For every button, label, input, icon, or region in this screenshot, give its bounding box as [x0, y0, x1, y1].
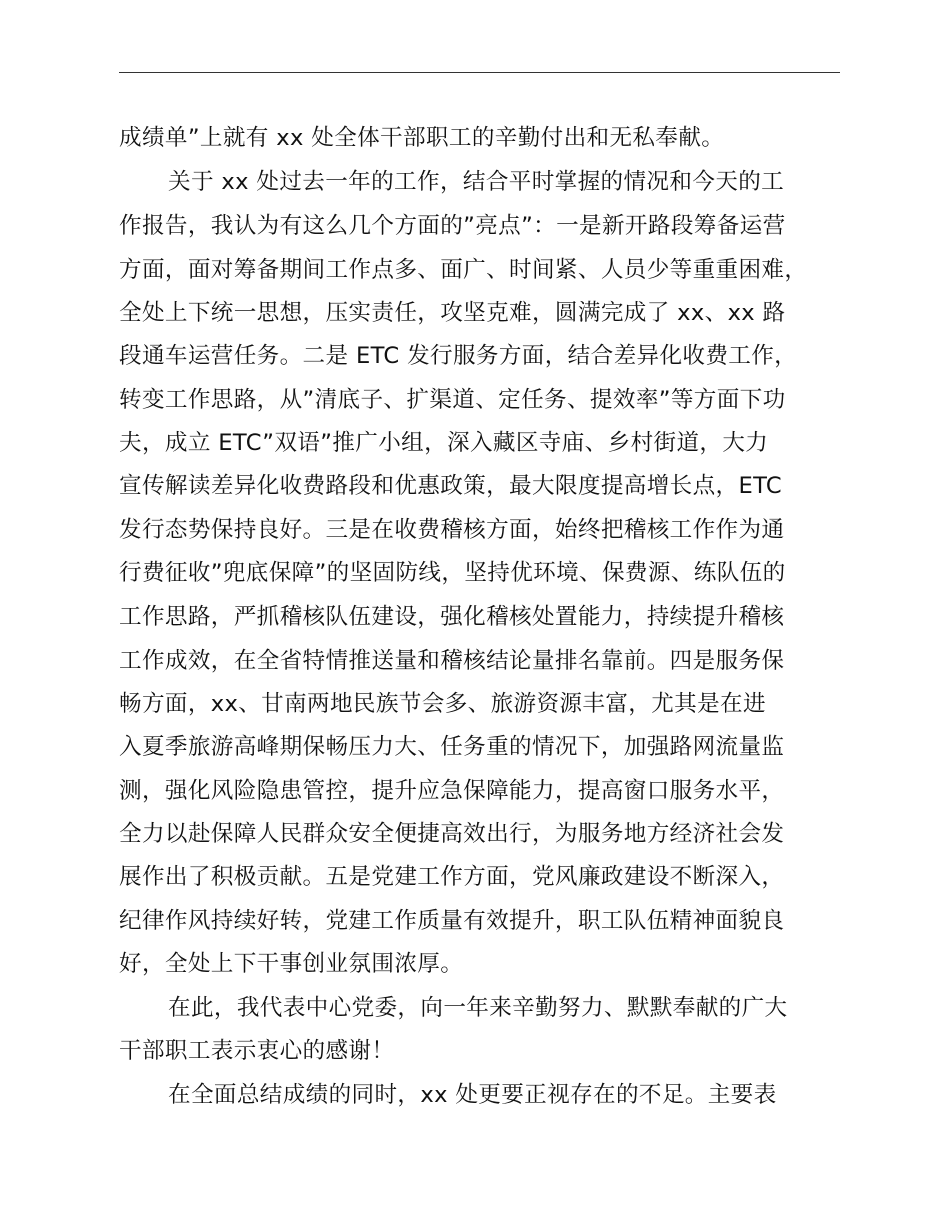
text-line: 畅方面，xx、甘南两地民族节会多、旅游资源丰富，尤其是在进	[119, 691, 766, 717]
text-line: 在全面总结成绩的同时，xx 处更要正视存在的不足。主要表	[168, 1082, 777, 1108]
text-line: 在此，我代表中心党委，向一年来辛勤努力、默默奉献的广大	[168, 995, 788, 1021]
text-line: 作报告，我认为有这么几个方面的”亮点”：一是新开路段筹备运营	[119, 213, 786, 239]
text-line: 夫，成立 ETC”双语”推广小组，深入藏区寺庙、乡村街道，大力	[119, 430, 769, 456]
text-line: 全处上下统一思想，压实责任，攻坚克难，圆满完成了 xx、xx 路	[119, 300, 786, 326]
text-line: 转变工作思路，从”清底子、扩渠道、定任务、提效率”等方面下功	[119, 387, 786, 413]
text-line: 工作思路，严抓稽核队伍建设，强化稽核处置能力，持续提升稽核	[119, 604, 785, 630]
text-line: 方面，面对筹备期间工作点多、面广、时间紧、人员少等重重困难，	[119, 257, 808, 283]
text-line: 工作成效，在全省特情推送量和稽核结论量排名靠前。四是服务保	[119, 648, 785, 674]
text-line: 测，强化风险隐患管控，提升应急保障能力，提高窗口服务水平，	[119, 778, 785, 804]
text-line: 全力以赴保障人民群众安全便捷高效出行，为服务地方经济社会发	[119, 821, 785, 847]
text-line: 宣传解读差异化收费路段和优惠政策，最大限度提高增长点，ETC	[119, 473, 783, 499]
text-line: 行费征收”兜底保障”的坚固防线，坚持优环境、保费源、练队伍的	[119, 560, 786, 586]
text-line: 好，全处上下干事创业氛围浓厚。	[119, 951, 464, 977]
header-rule	[119, 72, 840, 73]
text-line: 发行态势保持良好。三是在收费稽核方面，始终把稽核工作作为通	[119, 517, 785, 543]
text-line: 纪律作风持续好转，党建工作质量有效提升，职工队伍精神面貌良	[119, 908, 785, 934]
text-line: 入夏季旅游高峰期保畅压力大、任务重的情况下，加强路网流量监	[119, 734, 785, 760]
text-line: 关于 xx 处过去一年的工作，结合平时掌握的情况和今天的工	[168, 169, 785, 195]
text-line: 展作出了积极贡献。五是党建工作方面，党风廉政建设不断深入，	[119, 864, 785, 890]
text-line: 段通车运营任务。二是 ETC 发行服务方面，结合差异化收费工作，	[119, 343, 798, 369]
text-line: 成绩单”上就有 xx 处全体干部职工的辛勤付出和无私奉献。	[119, 125, 725, 151]
text-line: 干部职工表示衷心的感谢！	[119, 1038, 395, 1064]
